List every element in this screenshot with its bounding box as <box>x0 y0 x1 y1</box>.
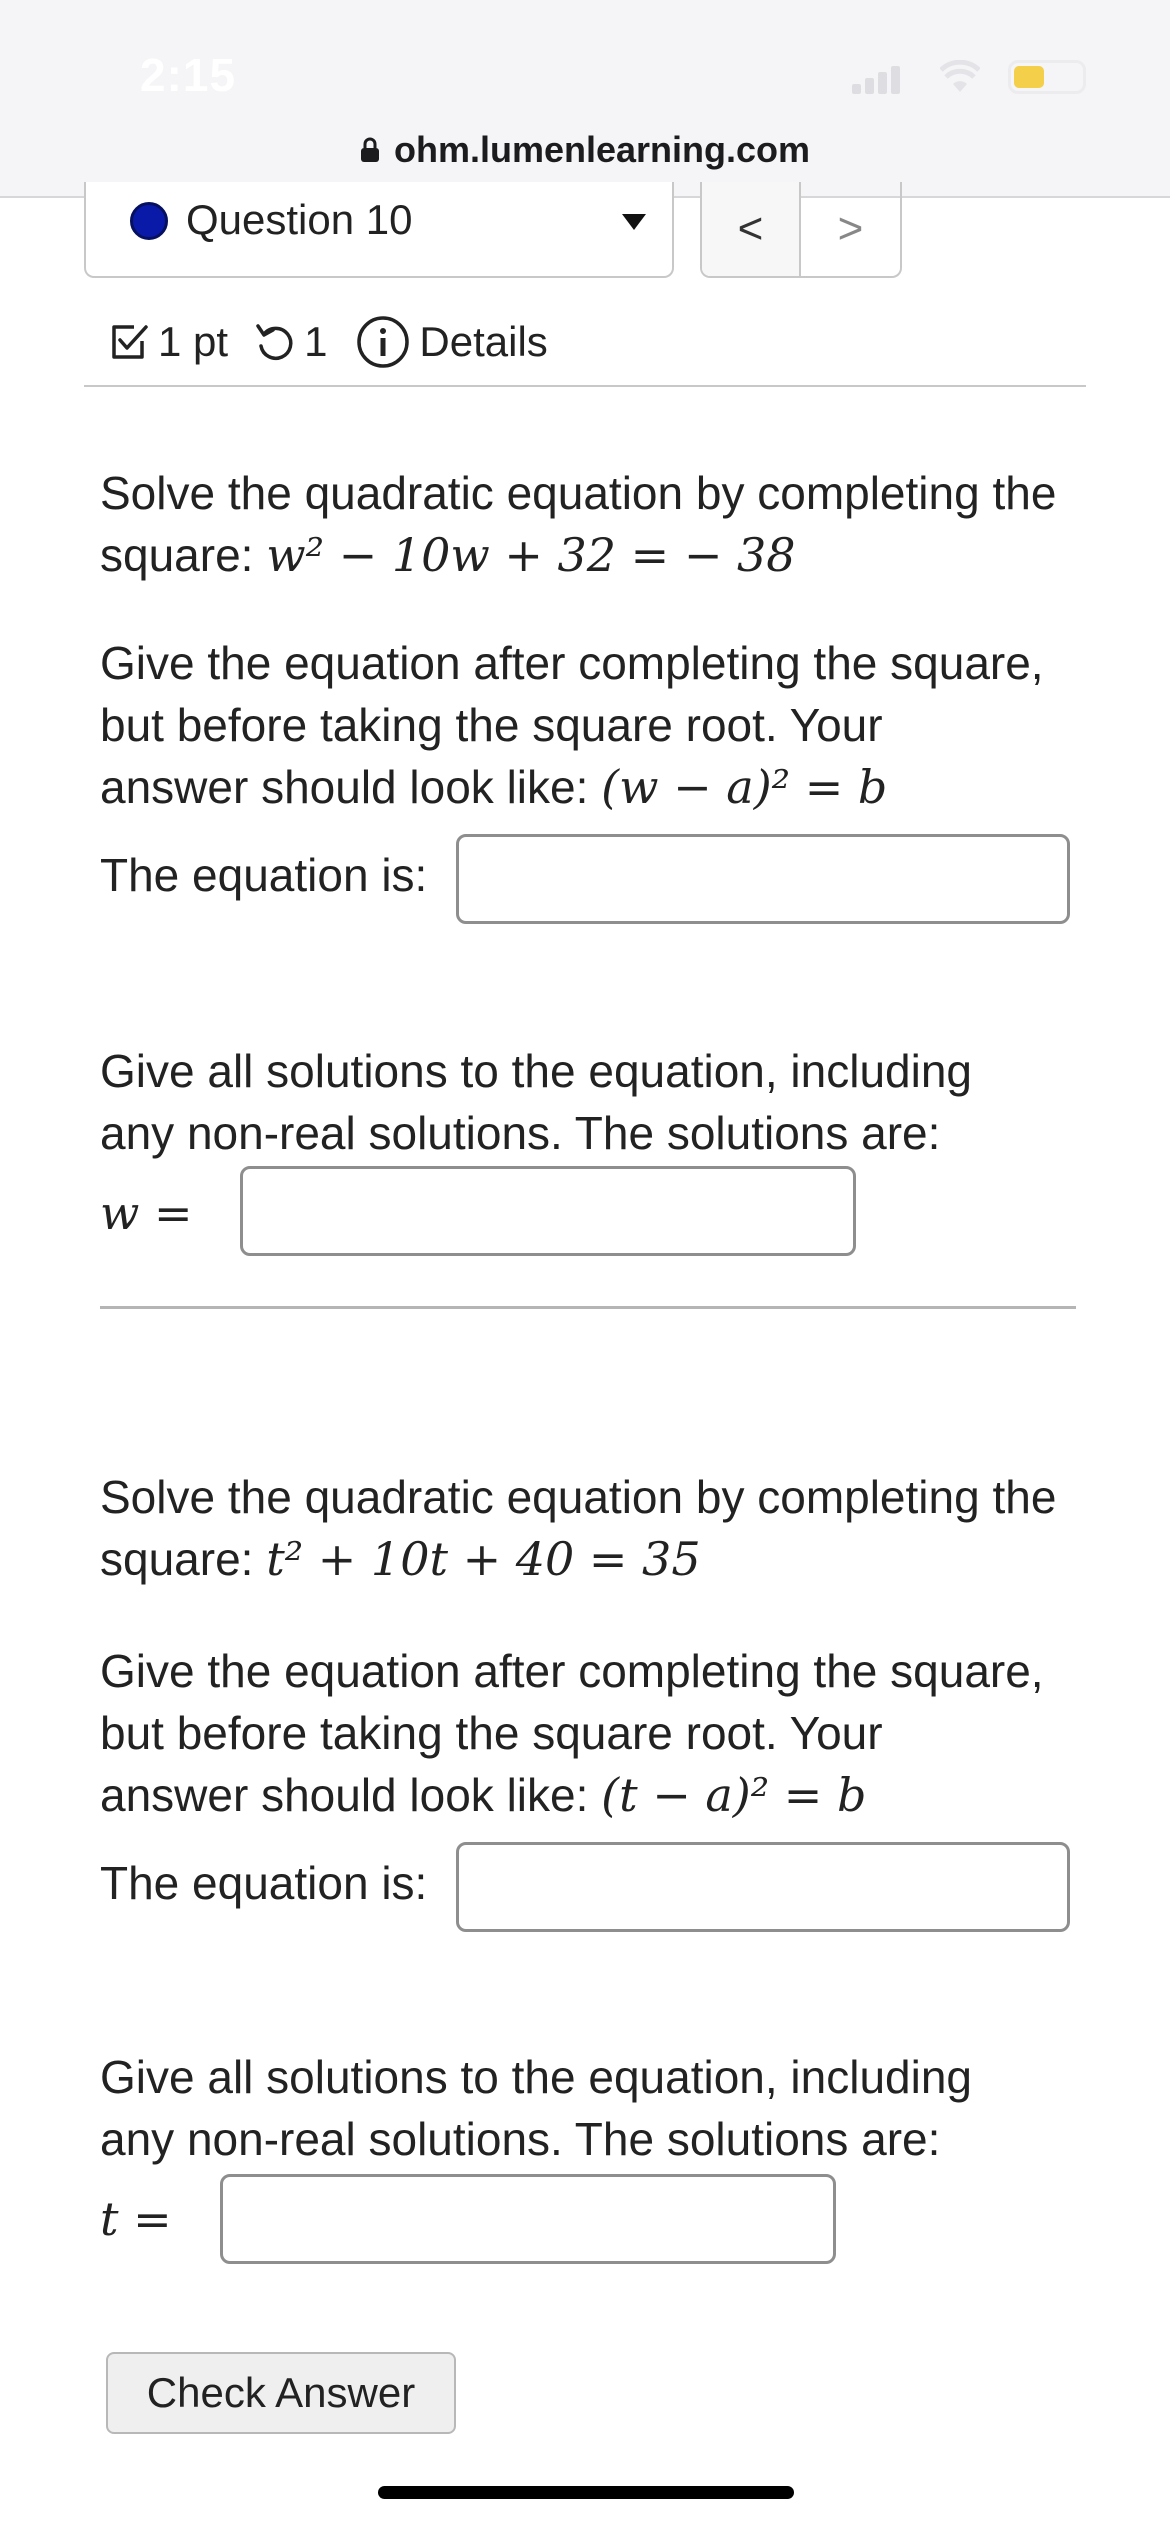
part1-instruction-line: but before taking the square root. Your <box>100 699 883 751</box>
part2-prompt-text: Solve the quadratic equation by completing the square: <box>100 1471 1057 1585</box>
retry-icon <box>252 320 296 364</box>
part2-instruction <box>100 1640 1090 1826</box>
part2-solutions-line: Give all solutions to the equation, including <box>100 2051 973 2103</box>
part1-form: (w − a)² = b <box>601 760 888 814</box>
part2-solutions-line: any non-real solutions. The solutions are: <box>100 2113 941 2165</box>
part2-form: (t − a)² = b <box>601 1768 867 1822</box>
part1-equation-label: The equation is: <box>100 849 428 901</box>
question-status-dot-icon <box>130 202 168 240</box>
caret-down-icon <box>622 214 646 230</box>
part1-equation: w² − 10w + 32 = − 38 <box>266 528 796 582</box>
previous-question-button[interactable]: < <box>702 182 801 276</box>
part2-prompt <box>100 1466 1090 1590</box>
part2-variable-label: t = <box>100 2192 172 2246</box>
part2-form-intro: answer should look like: <box>100 1769 589 1821</box>
wifi-icon <box>940 60 980 94</box>
question-nav-group <box>700 182 902 278</box>
part1-instruction <box>100 632 1090 818</box>
part1-variable-label: w = <box>100 1186 193 1240</box>
check-answer-button[interactable]: Check Answer <box>106 2352 456 2434</box>
cellular-signal-icon <box>852 64 900 94</box>
part2-equation: t² + 10t + 40 = 35 <box>266 1532 701 1586</box>
browser-chrome <box>0 0 1170 198</box>
part1-solutions-line: any non-real solutions. The solutions are: <box>100 1107 941 1159</box>
address-bar[interactable] <box>0 122 1170 178</box>
part2-instruction-line <box>100 1764 1090 1826</box>
part1-prompt-text: Solve the quadratic equation by completing the square: <box>100 467 1057 581</box>
url-text: ohm.lumenlearning.com <box>393 129 811 170</box>
question-selector[interactable] <box>84 182 674 278</box>
checkbox-points-icon <box>108 321 150 363</box>
info-icon[interactable] <box>355 314 411 370</box>
attempts-value: 1 <box>304 318 328 365</box>
lock-icon <box>360 137 380 163</box>
battery-icon <box>1008 60 1086 94</box>
part2-instruction-line: Give the equation after completing the square, <box>100 1645 1044 1697</box>
question-meta <box>108 312 548 372</box>
part1-prompt <box>100 462 1090 586</box>
part1-solutions-line: Give all solutions to the equation, including <box>100 1045 973 1097</box>
part1-equation-input[interactable] <box>456 834 1070 924</box>
details-link[interactable]: Details <box>419 318 548 365</box>
part2-solutions-prompt <box>100 2046 1090 2170</box>
part2-equation-label: The equation is: <box>100 1857 428 1909</box>
part2-instruction-line: but before taking the square root. Your <box>100 1707 883 1759</box>
part1-instruction-line: Give the equation after completing the square, <box>100 637 1044 689</box>
status-clock: 2:15 <box>140 49 237 101</box>
part1-form-intro: answer should look like: <box>100 761 589 813</box>
points-value: 1 pt <box>158 318 229 365</box>
home-indicator[interactable] <box>378 2486 794 2499</box>
meta-divider <box>84 385 1086 387</box>
part1-solutions-input[interactable] <box>240 1166 856 1256</box>
part2-solutions-input[interactable] <box>220 2174 836 2264</box>
part2-equation-input[interactable] <box>456 1842 1070 1932</box>
part1-instruction-line <box>100 756 1090 818</box>
part1-solutions-prompt <box>100 1040 1090 1164</box>
question-select-label: Question 10 <box>186 196 413 243</box>
section-divider <box>100 1306 1076 1309</box>
next-question-button[interactable]: > <box>837 204 864 253</box>
